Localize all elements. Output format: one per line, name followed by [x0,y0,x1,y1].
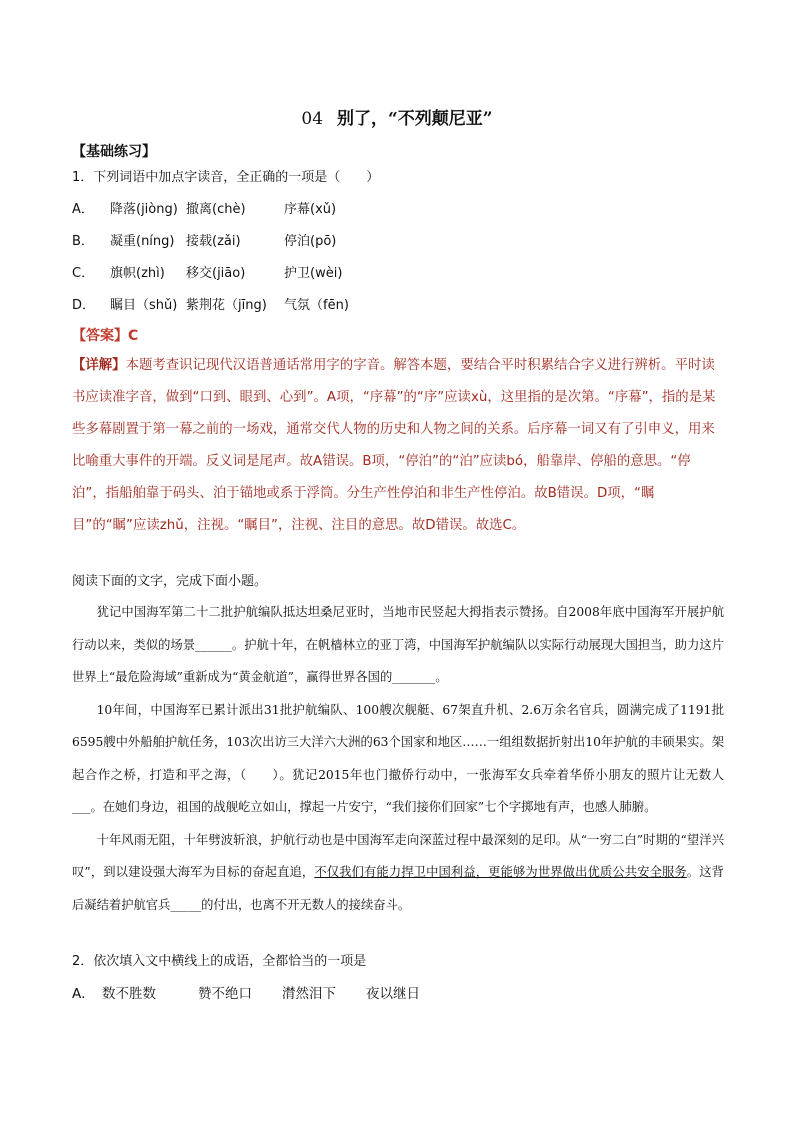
option-b-word-3: 停泊(pō) [284,234,337,249]
option-c: C． 旗帜(zhì) 移交(jiāo) 护卫(wèi) [72,262,342,281]
underlined-sentence: 不仅我们有能力捍卫中国利益，更能够为世界做出优质公共安全服务 [314,865,687,879]
reading-passage [72,596,724,921]
lesson-number: 04 [301,109,324,129]
answer-value: C [128,328,139,344]
option-a-word-1: 降落(jiòng) [110,202,178,217]
explanation [72,350,724,542]
q2-option-a-word-3: 潸然泪下 [282,986,336,1002]
passage-paragraph-3: 十年风雨无阻，十年劈波斩浪，护航行动也是中国海军走向深蓝过程中最深刻的足印。从“一穷二白”时期的“望洋兴叹”，到以建设强大海军为目标的奋起直追，不仅我们有能力捍卫中国利益，更能够为世界做出优质公共安全服务。这背后凝结着护航官兵_____的付出，也离不开无数人的接续奋斗。 [72,832,724,912]
question-1-stem: 1．下列词语中加点字读音，全正确的一项是（ ） [72,170,380,185]
lesson-title: 别了，“不列颠尼亚” [337,109,493,129]
q2-option-a-word-4: 夜以继日 [366,986,420,1002]
page-title [0,104,794,129]
passage-paragraph-2: 10年间，中国海军已累计派出31批护航编队、100艘次舰艇、67架直升机、2.6万余名官兵，圆满完成了1191批6595艘中外船舶护航任务，103次出访三大洋六大洲的63个国家和地区……一组组数据折射出10年护航的丰硕果实。架起合作之桥，打造和平之海，（ ）。犹记2015年也门撤侨行动中，一张海军女兵牵着华侨小朋友的照片让无数人___。在她们身边，祖国的战舰屹立如山，撑起一片安宁，“我们接你们回家”七个字掷地有声，也感人肺腑。 [72,702,724,814]
option-a-word-2: 撤离(chè) [186,202,246,217]
option-c-word-3: 护卫(wèi) [284,266,343,281]
option-a: A． 降落(jiòng) 撤离(chè) 序幕(xǔ) [72,198,336,217]
answer-label: 【答案】 [72,328,128,344]
q2-option-a-word-2: 赞不绝口 [198,986,252,1002]
option-b: B． 凝重(níng) 接载(zǎi) 停泊(pō) [72,230,336,249]
q2-option-a: A． 数不胜数 赞不绝口 潸然泪下 夜以继日 [72,982,420,1002]
question-2-stem: 2．依次填入文中横线上的成语，全都恰当的一项是 [72,954,367,969]
option-d-word-2: 紫荆花（jīng) [186,298,267,313]
option-d-word-1: 瞩目（shǔ) [110,298,178,313]
explanation-text: 本题考查识记现代汉语普通话常用字的字音。解答本题，要结合平时积累结合字义进行辨析。平时读书应读准字音，做到“口到、眼到、心到”。A项，“序幕”的“序”应读xù，这里指的是次第。“序幕”，指的是某些多幕剧置于第一幕之前的一场戏，通常交代人物的历史和人物之间的关系。后序幕一词又有了引申义，用来比喻重大事件的开端。反义词是尾声。故A错误。B项，“停泊”的“泊”应读bó，船靠岸、停船的意思。“停泊”，指船舶靠于码头、泊于锚地或系于浮筒。分生产性停泊和非生产性停泊。故B错误。D项，“瞩目”的“瞩”应读zhǔ，注视。“瞩目”，注视、注目的意思。故D错误。故选C。 [72,358,716,533]
option-c-word-2: 移交(jiāo) [186,266,246,281]
option-b-word-2: 接载(zǎi) [186,234,241,249]
option-c-word-1: 旗帜(zhì) [110,266,165,281]
explanation-label: 【详解】 [72,358,126,373]
reading-intro: 阅读下面的文字，完成下面小题。 [72,574,268,589]
option-a-word-3: 序幕(xǔ) [284,202,337,217]
passage-paragraph-1: 犹记中国海军第二十二批护航编队抵达坦桑尼亚时，当地市民竖起大拇指表示赞扬。自2008年底中国海军开展护航行动以来，类似的场景______。护航十年，在帆樯林立的亚丁湾，中国海军护航编队以实际行动展现大国担当，助力这片世界上“最危险海域”重新成为“黄金航道”，赢得世界各国的_______。 [72,605,724,684]
option-d: D． 瞩目（shǔ) 紫荆花（jīng) 气氛（fēn) [72,294,349,313]
section-label: 【基础练习】 [72,144,156,160]
q2-option-a-word-1: 数不胜数 [102,986,156,1002]
option-d-word-3: 气氛（fēn) [284,298,349,313]
option-b-word-1: 凝重(níng) [110,234,175,249]
answer-line [72,325,138,345]
